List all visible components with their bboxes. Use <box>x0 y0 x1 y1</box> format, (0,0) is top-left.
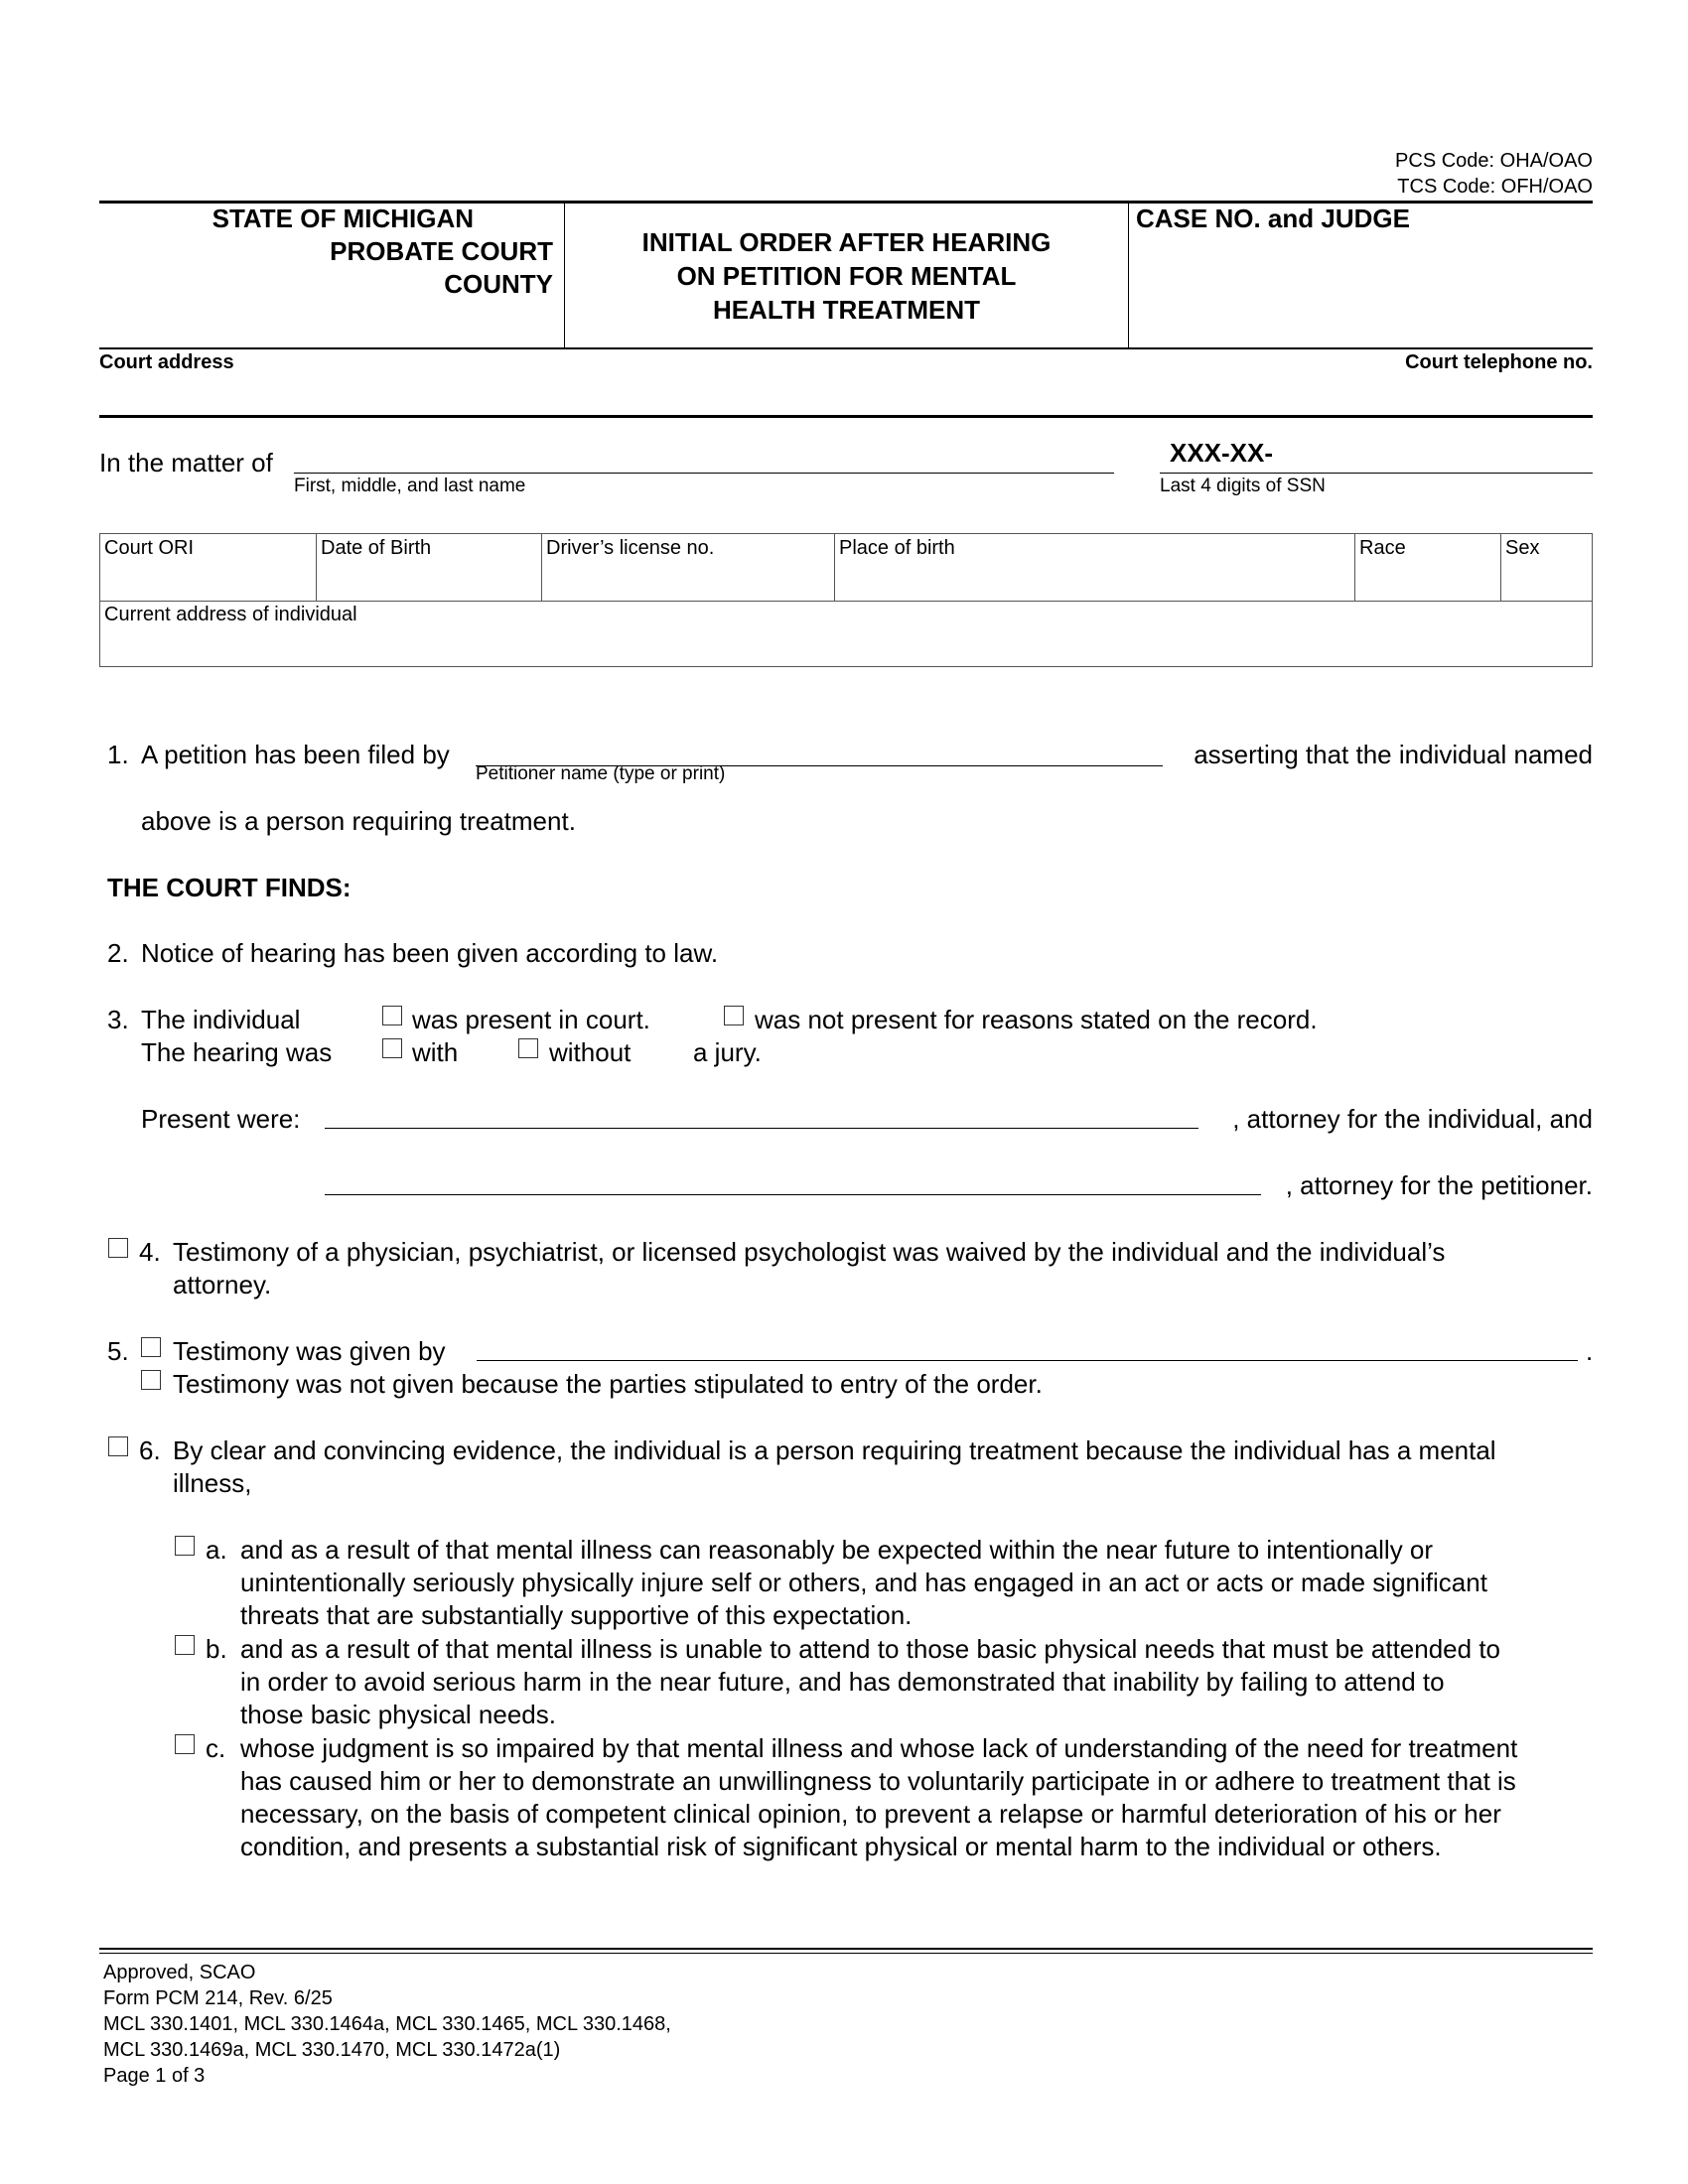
not-present-checkbox[interactable] <box>724 1006 744 1025</box>
approved-text: Approved, SCAO <box>103 1962 256 1983</box>
item-1-text-c: above is a person requiring treatment. <box>141 806 576 836</box>
court-ori-label: Court ORI <box>104 537 195 559</box>
testimony-given-by-line[interactable] <box>477 1360 1578 1361</box>
case-judge-label: CASE NO. and JUDGE <box>1136 204 1410 233</box>
ssn-prefix: XXX-XX- <box>1170 438 1274 468</box>
sex-field[interactable] <box>1502 561 1591 599</box>
attorney-petitioner-line[interactable] <box>325 1194 1261 1195</box>
petitioner-name-caption: Petitioner name (type or print) <box>476 763 726 784</box>
item-1-number: 1. <box>107 740 129 769</box>
birthplace-field[interactable] <box>836 561 1352 599</box>
attorney-petitioner-label: , attorney for the petitioner. <box>1285 1170 1593 1200</box>
item-3-number: 3. <box>107 1005 129 1034</box>
info-col-divider-5 <box>1500 533 1501 601</box>
matter-label: In the matter of <box>99 448 273 478</box>
item-6c-checkbox[interactable] <box>175 1734 195 1754</box>
item-4-checkbox[interactable] <box>108 1238 128 1258</box>
testimony-period: . <box>1586 1336 1594 1366</box>
item-6a-line-3: threats that are substantially supportive of this expectation. <box>240 1600 913 1630</box>
dob-label: Date of Birth <box>321 537 432 559</box>
testimony-given-checkbox[interactable] <box>141 1337 161 1357</box>
jury-label: a jury. <box>693 1037 762 1067</box>
form-title <box>565 225 1128 327</box>
state-name: STATE OF MICHIGAN <box>211 204 474 233</box>
hearing-label: The hearing was <box>141 1037 333 1067</box>
license-label: Driver’s license no. <box>546 537 715 559</box>
pcs-code: PCS Code: OHA/OAO <box>1395 150 1593 172</box>
mcl-line-2: MCL 330.1469a, MCL 330.1470, MCL 330.1472a(1) <box>103 2039 561 2061</box>
present-were-label: Present were: <box>141 1104 301 1134</box>
item-4-line-1: Testimony of a physician, psychiatrist, or licensed psychologist was waived by the individual and the individual’s <box>173 1237 1446 1267</box>
item-4-number: 4. <box>139 1237 161 1267</box>
item-6c-line-2: has caused him or her to demonstrate an unwillingness to voluntarily participate in or adhere to treatment that is <box>240 1766 1516 1796</box>
header-divider-right <box>1128 203 1129 348</box>
title-line-2: ON PETITION FOR MENTAL <box>676 261 1017 291</box>
individual-name-line[interactable] <box>294 473 1114 474</box>
present-in-court-checkbox[interactable] <box>382 1006 402 1025</box>
court-finds-heading: THE COURT FINDS: <box>107 873 352 902</box>
item-6b-checkbox[interactable] <box>175 1635 195 1655</box>
court-telephone-label: Court telephone no. <box>1405 351 1593 373</box>
item-2-text: Notice of hearing has been given according to law. <box>141 938 719 968</box>
item-6-line-2: illness, <box>173 1468 252 1498</box>
without-jury-checkbox[interactable] <box>518 1038 538 1058</box>
item-6-line-1: By clear and convincing evidence, the individual is a person requiring treatment because the individual has a mental <box>173 1435 1496 1465</box>
title-line-3: HEALTH TREATMENT <box>712 295 981 325</box>
item-6b-line-2: in order to avoid serious harm in the near future, and has demonstrated that inability by failing to attend to <box>240 1667 1445 1697</box>
item-6b-line-3: those basic physical needs. <box>240 1700 556 1729</box>
page-number: Page 1 of 3 <box>103 2065 206 2087</box>
item-6a-line-1: and as a result of that mental illness can reasonably be expected within the near future to intentionally or <box>240 1535 1434 1565</box>
court-address-label: Court address <box>99 351 234 373</box>
item-6-checkbox[interactable] <box>108 1436 128 1456</box>
form-number: Form PCM 214, Rev. 6/25 <box>103 1987 333 2009</box>
court-ori-field[interactable] <box>101 561 314 599</box>
court-name: PROBATE COURT <box>330 236 553 266</box>
dob-field[interactable] <box>318 561 539 599</box>
individual-name-caption: First, middle, and last name <box>294 476 526 496</box>
with-jury-checkbox[interactable] <box>382 1038 402 1058</box>
license-field[interactable] <box>543 561 832 599</box>
ssn-line[interactable] <box>1160 473 1593 474</box>
footer-rule-bottom <box>99 1953 1593 1954</box>
ssn-caption: Last 4 digits of SSN <box>1160 476 1326 496</box>
item-6b-label: b. <box>206 1634 227 1664</box>
item-6-number: 6. <box>139 1435 161 1465</box>
item-6c-line-3: necessary, on the basis of competent clinical opinion, to prevent a relapse or harmful deterioration of his or her <box>240 1799 1501 1829</box>
court-header <box>99 203 553 301</box>
tcs-code: TCS Code: OFH/OAO <box>1397 176 1593 198</box>
county-name: COUNTY <box>444 269 553 299</box>
race-label: Race <box>1359 537 1406 559</box>
individual-label: The individual <box>141 1005 301 1034</box>
address-label: Current address of individual <box>104 604 357 625</box>
item-1-text-b: asserting that the individual named <box>1194 740 1593 769</box>
testimony-not-given-checkbox[interactable] <box>141 1370 161 1390</box>
not-present-label: was not present for reasons stated on the record. <box>755 1005 1318 1034</box>
mcl-line-1: MCL 330.1401, MCL 330.1464a, MCL 330.1465, MCL 330.1468, <box>103 2013 671 2035</box>
present-in-court-label: was present in court. <box>412 1005 650 1034</box>
item-6c-line-4: condition, and presents a substantial risk of significant physical or mental harm to the individual or others. <box>240 1832 1442 1861</box>
item-6a-checkbox[interactable] <box>175 1536 195 1556</box>
race-field[interactable] <box>1356 561 1498 599</box>
item-1-text-a: A petition has been filed by <box>141 740 450 769</box>
court-address-field[interactable] <box>99 375 1589 415</box>
footer-rule-top <box>99 1948 1593 1950</box>
title-line-1: INITIAL ORDER AFTER HEARING <box>641 227 1052 257</box>
address-rule <box>99 415 1593 418</box>
attorney-individual-label: , attorney for the individual, and <box>1232 1104 1593 1134</box>
with-jury-label: with <box>412 1037 459 1067</box>
testimony-given-label: Testimony was given by <box>173 1336 446 1366</box>
header-bottom-rule <box>99 347 1593 349</box>
testimony-not-given-label: Testimony was not given because the parties stipulated to entry of the order. <box>173 1369 1043 1399</box>
item-5-number: 5. <box>107 1336 129 1366</box>
info-col-divider-4 <box>1354 533 1355 601</box>
footer-info <box>103 1960 671 2089</box>
info-col-divider-2 <box>541 533 542 601</box>
item-6a-line-2: unintentionally seriously physically injure self or others, and has engaged in an act or acts or made significant <box>240 1568 1487 1597</box>
case-number-field[interactable] <box>1132 238 1589 343</box>
address-field[interactable] <box>101 627 1591 665</box>
sex-label: Sex <box>1505 537 1540 559</box>
item-6c-line-1: whose judgment is so impaired by that mental illness and whose lack of understanding of the need for treatment <box>240 1733 1518 1763</box>
item-2-number: 2. <box>107 938 129 968</box>
item-6c-label: c. <box>206 1733 226 1763</box>
info-col-divider-3 <box>834 533 835 601</box>
attorney-individual-line[interactable] <box>325 1128 1198 1129</box>
item-4-line-2: attorney. <box>173 1270 272 1299</box>
item-6a-label: a. <box>206 1535 227 1565</box>
info-table-row-divider <box>99 601 1593 602</box>
without-jury-label: without <box>549 1037 632 1067</box>
info-col-divider-1 <box>316 533 317 601</box>
birthplace-label: Place of birth <box>839 537 955 559</box>
item-6b-line-1: and as a result of that mental illness is unable to attend to those basic physical needs that must be attended to <box>240 1634 1501 1664</box>
